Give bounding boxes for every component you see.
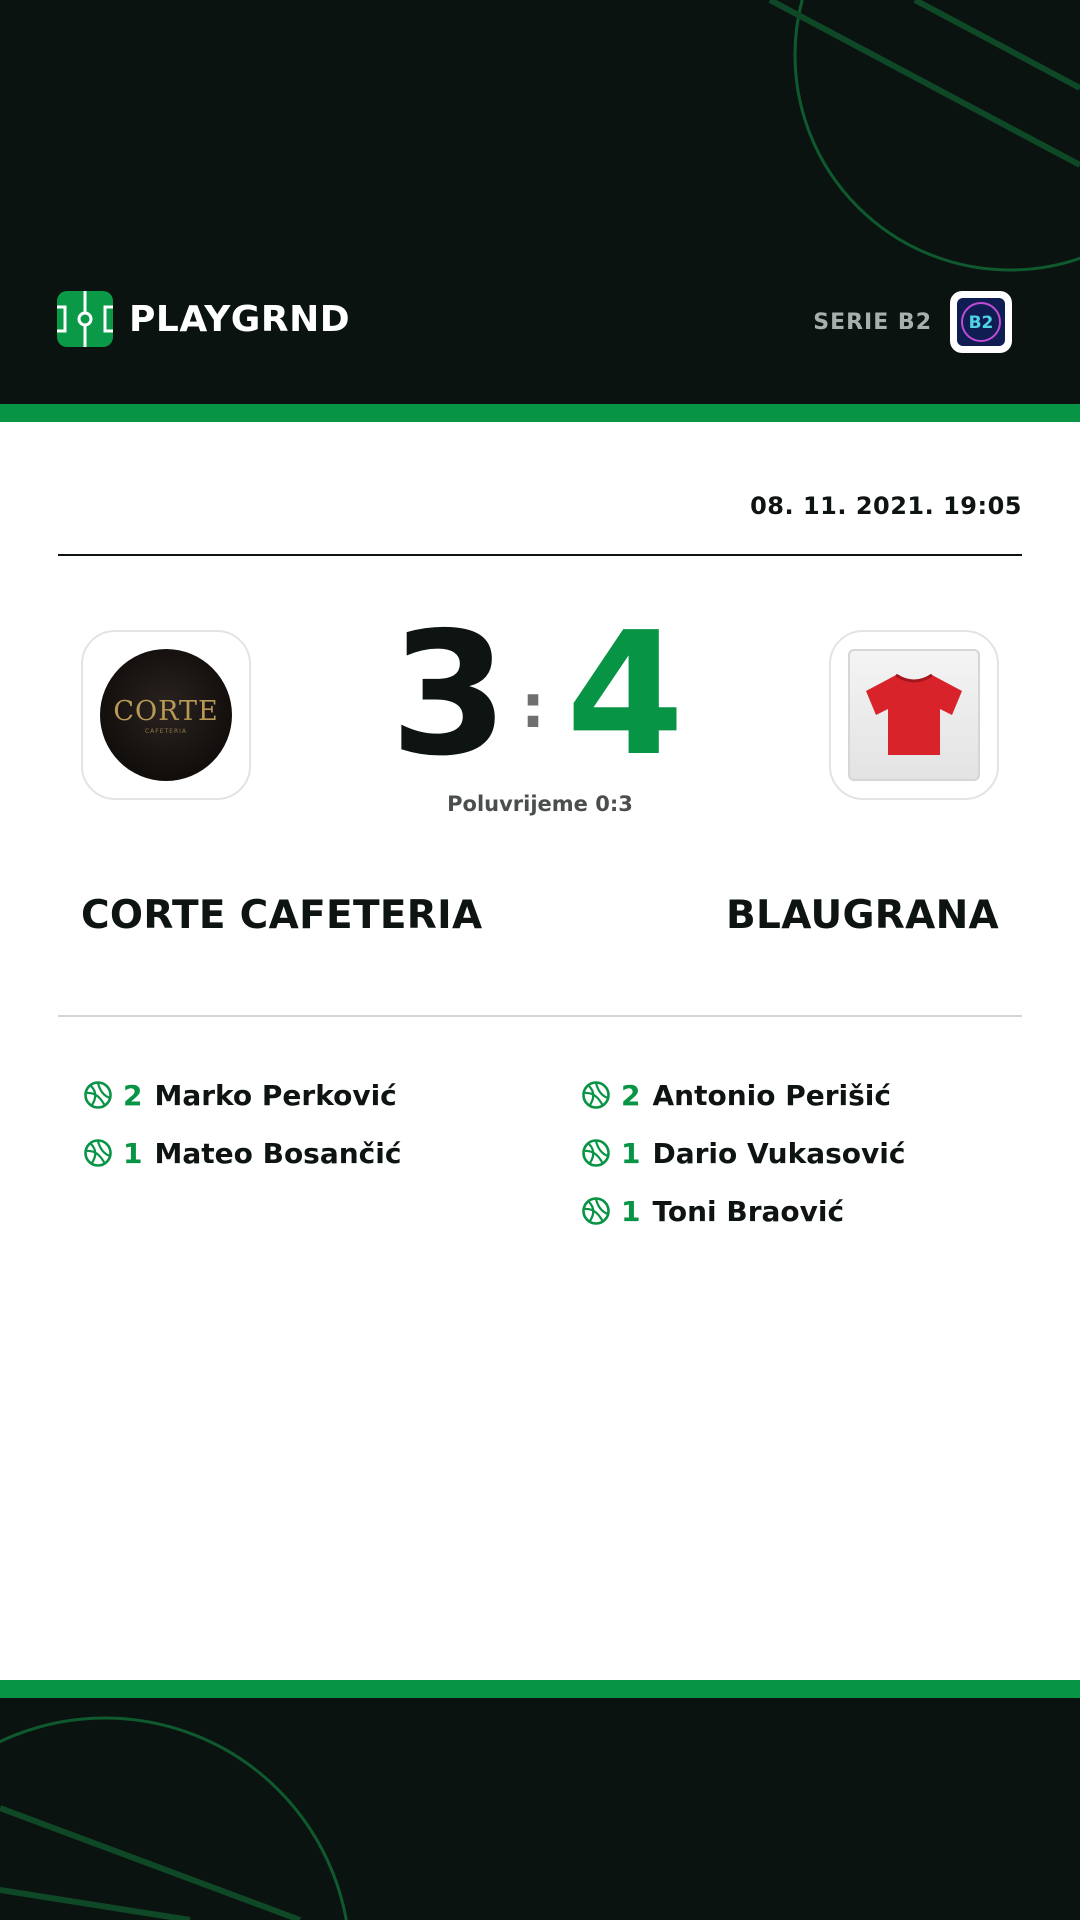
scoreboard: [390, 596, 690, 794]
away-team-name: BLAUGRANA: [726, 893, 999, 938]
goal-count: 2: [621, 1078, 641, 1112]
scorer-row: [83, 1124, 401, 1182]
away-score: 4: [566, 596, 685, 794]
league[interactable]: [813, 292, 1012, 352]
svg-text:B2: B2: [968, 313, 994, 333]
league-badge-icon: [957, 298, 1005, 346]
footer: [0, 1698, 1080, 1920]
scorer-row: [581, 1124, 905, 1182]
away-team-logo[interactable]: [829, 630, 999, 800]
ball-icon: [581, 1196, 611, 1226]
shirt-icon: [862, 671, 966, 759]
goal-count: 1: [123, 1136, 143, 1170]
pitch-lines-decoration: [0, 1698, 1080, 1920]
halftime-score: Poluvrijeme 0:3: [447, 792, 633, 816]
home-team-logo[interactable]: [81, 630, 251, 800]
divider: [58, 554, 1022, 556]
header-accent-strip: [0, 404, 1080, 422]
goal-count: 1: [621, 1194, 641, 1228]
scorer-row: [581, 1066, 905, 1124]
goal-count: 2: [123, 1078, 143, 1112]
brand-name: PLAYGRND: [129, 298, 351, 340]
brand[interactable]: [57, 291, 350, 347]
home-team-name: CORTE CAFETERIA: [81, 893, 483, 938]
ball-icon: [83, 1138, 113, 1168]
ball-icon: [581, 1080, 611, 1110]
score-separator: :: [521, 672, 545, 742]
home-scorers-list: [83, 1066, 401, 1182]
corte-logo: CORTE CAFETERIA: [100, 649, 232, 781]
player-name: Dario Vukasović: [652, 1136, 906, 1170]
goal-count: 1: [621, 1136, 641, 1170]
pitch-icon: [57, 291, 113, 347]
divider: [58, 1015, 1022, 1017]
league-logo: [950, 291, 1012, 353]
league-name: SERIE B2: [813, 309, 932, 335]
player-name: Antonio Perišić: [652, 1078, 892, 1112]
away-scorers-list: [581, 1066, 905, 1240]
ball-icon: [581, 1138, 611, 1168]
footer-accent-strip: [0, 1680, 1080, 1698]
ball-icon: [83, 1080, 113, 1110]
header: [0, 0, 1080, 404]
match-datetime: 08. 11. 2021. 19:05: [750, 492, 1022, 520]
player-name: Marko Perković: [154, 1078, 397, 1112]
player-name: Mateo Bosančić: [154, 1136, 402, 1170]
scorer-row: [83, 1066, 401, 1124]
home-score: 3: [390, 596, 509, 794]
player-name: Toni Braović: [652, 1194, 845, 1228]
scorer-row: [581, 1182, 905, 1240]
